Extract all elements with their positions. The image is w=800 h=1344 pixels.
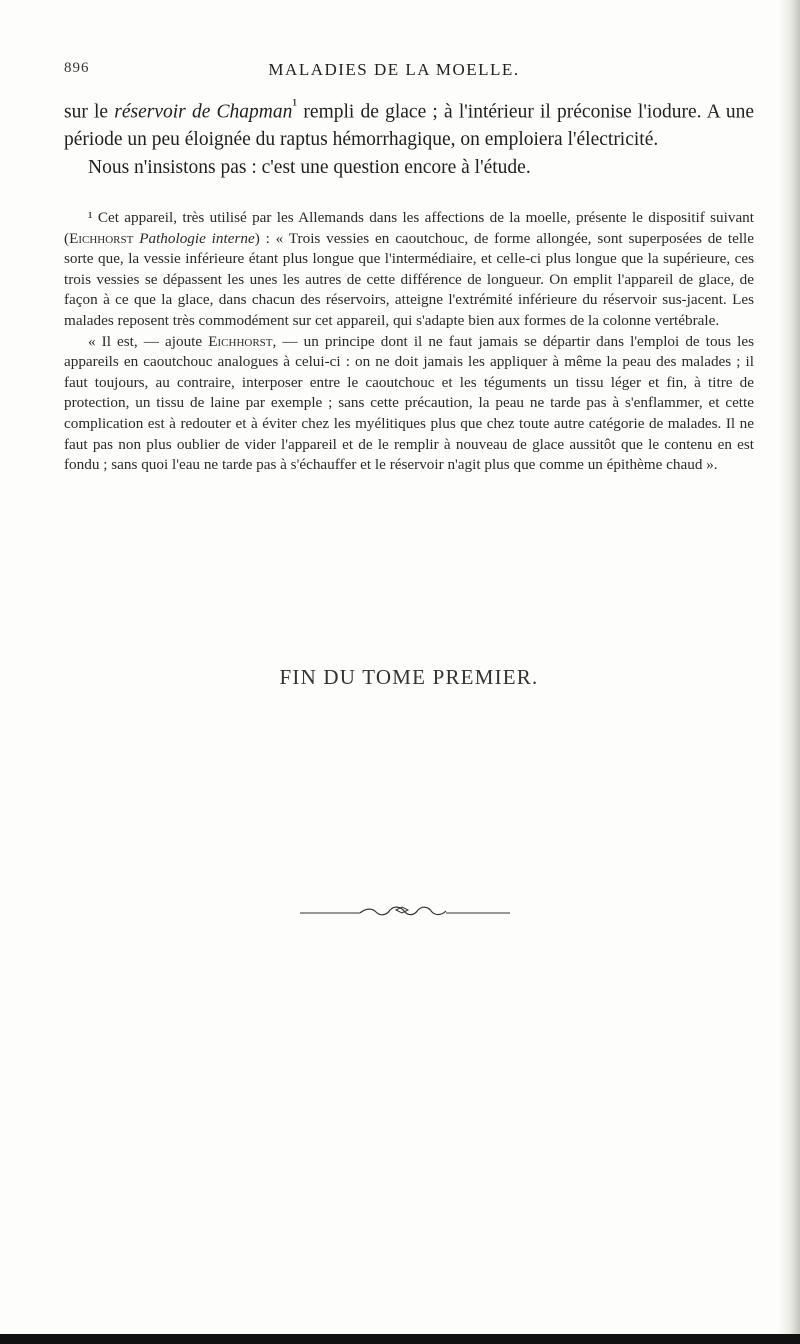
chapman-reservoir-term: réservoir de Chapman [114,101,293,123]
book-title: Pathologie interne [139,229,255,247]
footnote-2-start: « Il est, — ajoute [88,332,209,350]
running-head [64,60,754,84]
footnote-2-end: , — un principe dont il ne faut jamais se départir dans l'emploi de tous les appareils en caoutchouc analogues à celui-ci : on ne doit jamais les appliquer à même la peau des malades ; il faut toujours, au contraire, interposer entre le caoutchouc et les téguments un tissu léger et fin, à titre de protection, un tissu de laine par exemple ; sans cette précaution, la peau ne tarde pas à s'enflammer, et cette complication est à redouter et à éviter chez les myélitiques plus que chez toute autre catégorie de malades. Il ne faut pas non plus oublier de vider l'appareil et de le remplir à nouveau de glace aussitôt que le contenu en est fondu ; sans quoi l'eau ne tarde pas à s'échauffer et le réservoir n'agit plus que comme un épithème chaud ». [64,332,754,474]
footnote-marker: ¹ [292,96,298,114]
main-text [64,92,754,181]
footnote-2 [64,332,754,476]
page-edge-shadow [778,0,800,1344]
running-title: MALADIES DE LA MOELLE. [268,60,520,79]
main-paragraph-1-start: sur le [64,101,115,123]
footnote-1-start: ¹ Cet appareil, très utilisé par les Allemands dans les affections de la moelle, présente le dispositif suivant ( [64,209,754,247]
main-paragraph-1 [64,92,754,154]
end-of-volume-title: FIN DU TOME PREMIER. [279,665,539,689]
footnote-1 [64,208,754,332]
author-name: Eichhorst [69,229,134,247]
author-name: Eichhorst [208,332,273,350]
main-paragraph-2: Nous n'insistons pas : c'est une question encore à l'étude. [88,156,531,178]
scan-bottom-edge [0,1334,800,1344]
footnote-1-end: ) : « Trois vessies en caoutchouc, de forme allongée, sont superposées de telle sorte que, la vessie inférieure étant plus longue que l'intermédiaire, et celle-ci plus longue que la supérieure, ces trois vessies se dépassent les unes les autres de cette différence de longueur. On emplit l'appareil de glace, de façon à ce que la glace, dans chacun des réservoirs, atteigne l'extrémité inférieure du réservoir sus-jacent. Les malades reposent très commodément sur cet appareil, qui s'adapte bien aux formes de la colonne vertébrale. [64,229,754,329]
footnotes [64,208,754,476]
end-ornament-icon [300,904,510,918]
page-number: 896 [64,60,90,76]
main-paragraph-1-end: rempli de glace ; à l'intérieur il préconise l'iodure. A une période un peu éloignée du raptus hémorrhagique, on emploiera l'électricité. [64,101,754,150]
